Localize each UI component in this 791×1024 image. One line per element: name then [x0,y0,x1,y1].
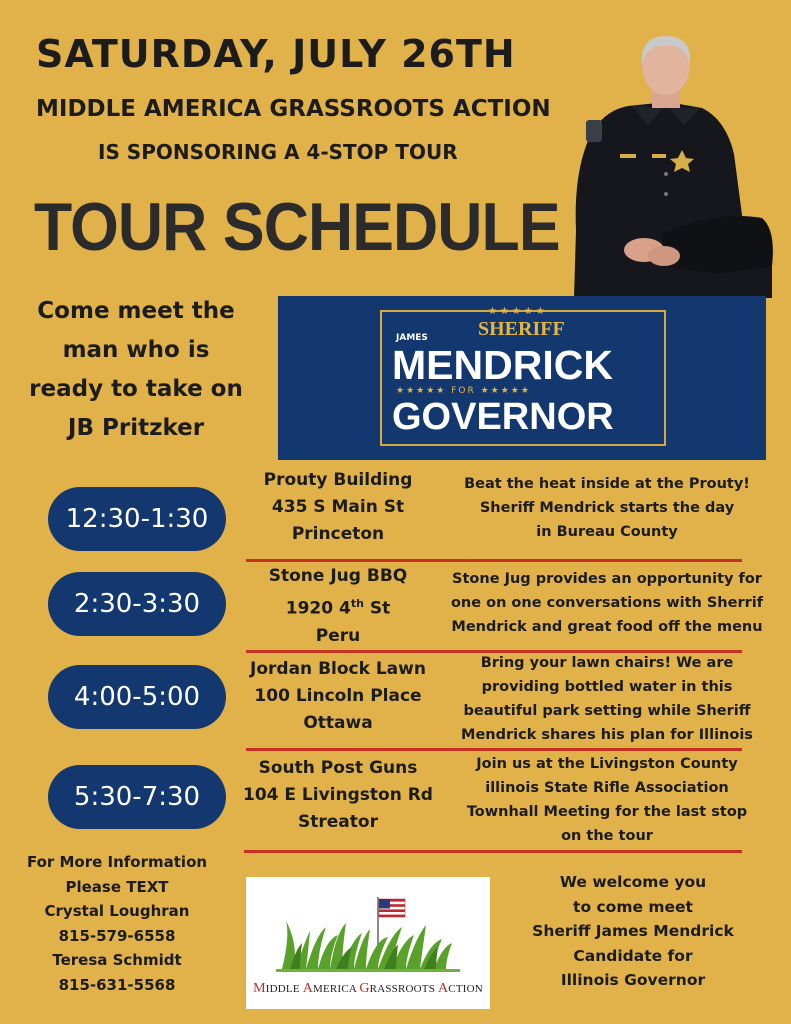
us-flag-icon [379,899,405,917]
venue-name: Stone Jug BBQ [268,566,408,586]
stop-description [444,752,770,848]
venue-city: Streator [298,812,378,832]
logo-for: FOR [451,386,476,396]
description-line: Sheriff Mendrick starts the day [479,500,735,516]
logo-rank: SHERIFF [478,318,565,340]
description-line: Townhall Meeting for the last stop [466,804,748,820]
sponsor-line-1: MIDDLE AMERICA GRASSROOTS ACTION [36,96,551,122]
venue-name: Prouty Building [263,470,413,490]
sheriff-photo [566,34,776,298]
intro-line: JB Pritzker [67,415,205,441]
venue-address: 1920 4th St [285,597,391,619]
description-line: on the tour [561,828,653,844]
time-pill: 4:00-5:00 [48,665,226,729]
stop-description [444,567,770,639]
description-line: Mendrick shares his plan for Illinois [461,727,753,743]
welcome-text [512,870,754,993]
event-date: SATURDAY, JULY 26TH [36,32,516,76]
venue-city: Ottawa [303,713,373,733]
venue-city: Peru [315,625,361,646]
venue-address: 100 Lincoln Place [254,686,422,706]
contact-line: For More Information [26,853,208,871]
contact-info [16,850,218,997]
venue-address: 435 S Main St [271,497,405,517]
time-pill: 5:30-7:30 [48,765,226,829]
welcome-line: to come meet [573,897,693,916]
venue-name: Jordan Block Lawn [250,659,426,679]
logo-for-line: ★★★★★ FOR ★★★★★ [396,386,531,396]
description-line: providing bottled water in this [481,679,733,695]
sponsor-line-2: IS SPONSORING A 4-STOP TOUR [98,140,458,164]
venue-name: South Post Guns [258,758,418,778]
welcome-line: We welcome you [559,873,707,891]
stars-decoration: ★★★★★ [488,306,548,317]
contact-line: Teresa Schmidt [52,951,182,969]
time-pill: 2:30-3:30 [48,572,226,636]
stop-description [444,472,770,544]
intro-line: ready to take on [29,376,243,402]
contact-phone: 815-579-6558 [58,926,176,945]
description-line: Join us at the Livingston County [476,756,738,772]
welcome-line: Sheriff James Mendrick [532,922,734,940]
venue-block [238,656,438,737]
divider-rule [246,559,742,562]
contact-line: Please TEXT [65,877,169,896]
description-line: Stone Jug provides an opportunity for [452,571,762,587]
description-line: Beat the heat inside at the Prouty! [464,476,750,492]
contact-phone: 815-631-5568 [58,975,176,994]
intro-text [18,292,254,448]
org-logo [246,877,490,1009]
grass-flag-icon [246,877,490,981]
description-line: in Bureau County [536,524,678,540]
description-line: Mendrick and great food off the menu [451,619,763,635]
time-pill: 12:30-1:30 [48,487,226,551]
venue-block [238,563,438,650]
venue-block [238,755,438,836]
logo-office: GOVERNOR [392,396,614,438]
venue-address: 104 E Livingston Rd [243,785,433,805]
contact-line: Crystal Loughran [44,902,190,920]
description-line: beautiful park setting while Sheriff [463,703,751,719]
venue-city: Princeton [291,524,385,544]
divider-rule [244,850,742,853]
intro-line: man who is [62,337,210,363]
welcome-line: Candidate for [573,946,693,965]
description-line: one on one conversations with Sherrif [450,595,764,611]
stop-description [444,651,770,747]
description-line: illinois State Rifle Association [485,780,729,796]
welcome-line: Illinois Governor [560,971,706,989]
description-line: Bring your lawn chairs! We are [480,655,734,671]
intro-line: Come meet the [37,298,235,324]
org-logo-name: MIDDLE AMERICA GRASSROOTS ACTION [253,981,483,996]
divider-rule [246,748,742,751]
venue-block [238,467,438,548]
logo-last-name: MENDRICK [392,342,613,388]
logo-first-name: JAMES [396,333,428,343]
tour-schedule-title: TOUR SCHEDULE [34,189,560,265]
